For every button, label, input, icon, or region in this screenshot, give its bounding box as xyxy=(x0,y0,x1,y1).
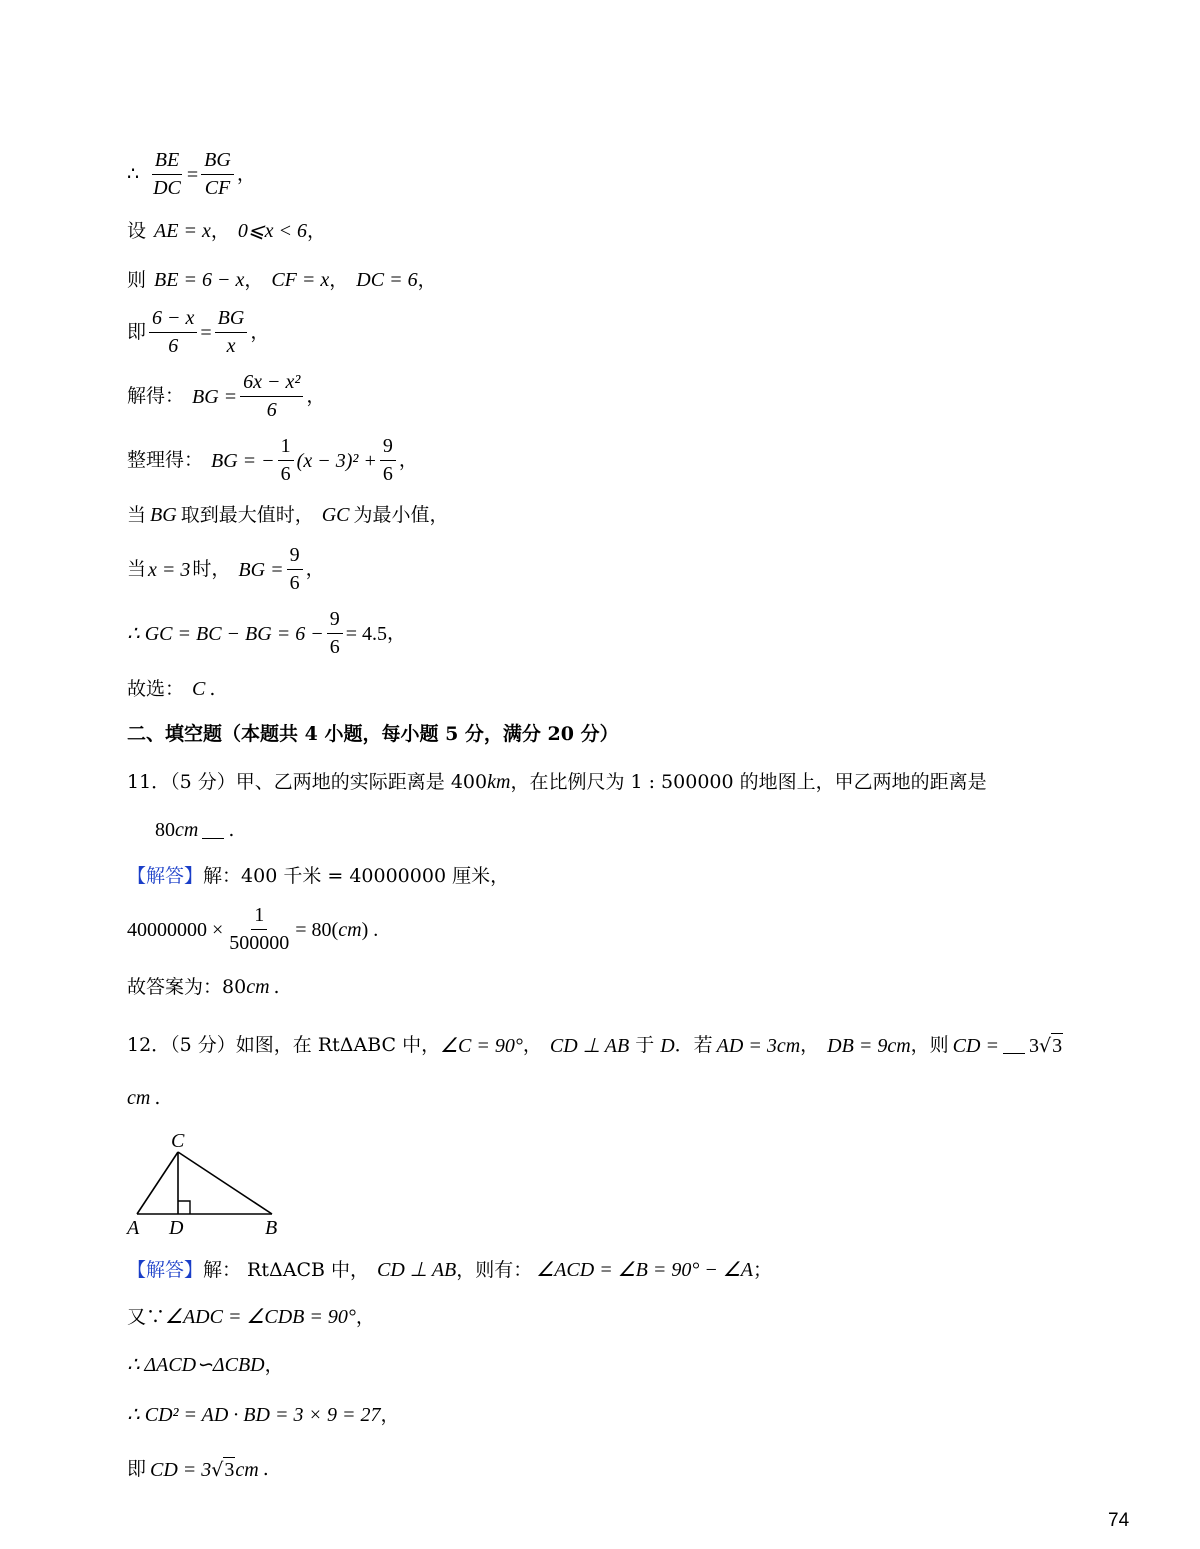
side-cb xyxy=(178,1152,272,1214)
triangle-figure xyxy=(125,1128,295,1243)
section-heading: 二、填空题（本题共 4 小题，每小题 5 分，满分 20 分） xyxy=(127,723,619,745)
solution-12-line4: ∴ CD² = AD · BD = 3 × 9 = 27 ， xyxy=(127,1403,400,1426)
solution-12-line2: 又∵ ∠ADC = ∠CDB = 90° ， xyxy=(127,1305,375,1328)
answer-blank-12 xyxy=(1003,1037,1025,1054)
fraction-bg-x: $\frac{BG}{x}$ xyxy=(215,308,248,357)
line-bg-max: 当 BG 取到最大值时， GC 为最小值， xyxy=(127,503,449,526)
fraction-bg-cf: $\frac{BG}{CF}$ xyxy=(201,150,234,199)
fraction-scale: $\frac{1}{500000}$ xyxy=(229,904,290,954)
line-vertex-form: 整理得： BG = − $\frac{1}{6}$ (x − 3)² + $\frac{9}{6}$ ， xyxy=(127,435,418,485)
question-12-unit: cm . xyxy=(127,1086,161,1109)
fraction-nine-sixths-2: $\frac{9}{6}$ xyxy=(287,545,303,594)
label-d: D xyxy=(169,1217,184,1239)
fraction-one-sixth: $\frac{1}{6}$ xyxy=(278,436,294,485)
page-number: 74 xyxy=(1108,1510,1130,1531)
question-11-answer: 80 cm . xyxy=(155,818,235,841)
answer-blank xyxy=(202,822,224,839)
line-proportion: 即 $\frac{6 - x}{6}$ = $\frac{BG}{x}$ ， xyxy=(127,307,270,357)
line-x-equals-3: 当 x = 3 时， BG = $\frac{9}{6}$ ， xyxy=(127,544,325,594)
question-12: 12．（5 分）如图，在 RtΔABC 中， ∠C = 90° ， CD ⊥ AB 于 D ．若 AD = 3cm ， DB = 9cm ，则 CD = 3 √ 3 xyxy=(127,1034,1063,1058)
solution-12-line5: 即 CD = 3 √ 3 cm . xyxy=(127,1458,269,1482)
solution-12-line3: ∴ ΔACD∽ΔCBD ， xyxy=(127,1353,284,1376)
solution-11-line3: 故答案为：80 cm . xyxy=(127,975,280,998)
fraction-6-minus-x: $\frac{6 - x}{6}$ xyxy=(149,308,197,357)
fraction-be-dc: $\frac{BE}{DC}$ xyxy=(153,149,181,199)
solution-11-line2: 40000000 × $\frac{1}{500000}$ = 80( cm ) . xyxy=(127,904,379,954)
line-gc-result: ∴ GC = BC − BG = 6 − $\frac{9}{6}$ = 4.5 ， xyxy=(127,608,407,658)
therefore-symbol: ∴ xyxy=(127,163,140,186)
right-angle-mark xyxy=(178,1201,190,1214)
solution-tag-12: 【解答】 xyxy=(127,1258,204,1281)
label-a: A xyxy=(127,1217,140,1239)
line-ratio-be-dc: ∴ $\frac{BE}{DC}$ = $\frac{BG}{CF}$ ， xyxy=(127,149,256,199)
line-choose-c: 故选： C . xyxy=(127,677,216,700)
line-solve-bg: 解得： BG = $\frac{\text{6x − x²}}{6}$ ， xyxy=(127,371,326,421)
fraction-nine-sixths: $\frac{9}{6}$ xyxy=(380,436,396,485)
fraction-nine-sixths-3: $\frac{9}{6}$ xyxy=(327,609,343,658)
fraction-bg-value: $\frac{\text{6x − x²}}{6}$ xyxy=(240,372,303,421)
label-b: B xyxy=(265,1217,278,1239)
question-11: 11．（5 分）甲、乙两地的实际距离是 400 km ，在比例尺为 1 : 500000 的地图上，甲乙两地的距离是 xyxy=(127,770,987,793)
line-set-ae: 设 AE = x ， 0⩽x < 6 ， xyxy=(127,219,326,242)
solution-11-line1: 【解答】 解：400 千米 = 40000000 厘米， xyxy=(127,865,510,887)
line-be-cf-dc: 则 BE = 6 − x ， CF = x ， DC = 6 ， xyxy=(127,268,437,291)
side-ac xyxy=(137,1152,178,1214)
label-c: C xyxy=(171,1130,185,1152)
solution-12-line1: 【解答】 解： RtΔACB 中， CD ⊥ AB ，则有： ∠ACD = ∠B = 90° − ∠A ； xyxy=(127,1258,773,1281)
solution-tag: 【解答】 xyxy=(127,865,204,887)
